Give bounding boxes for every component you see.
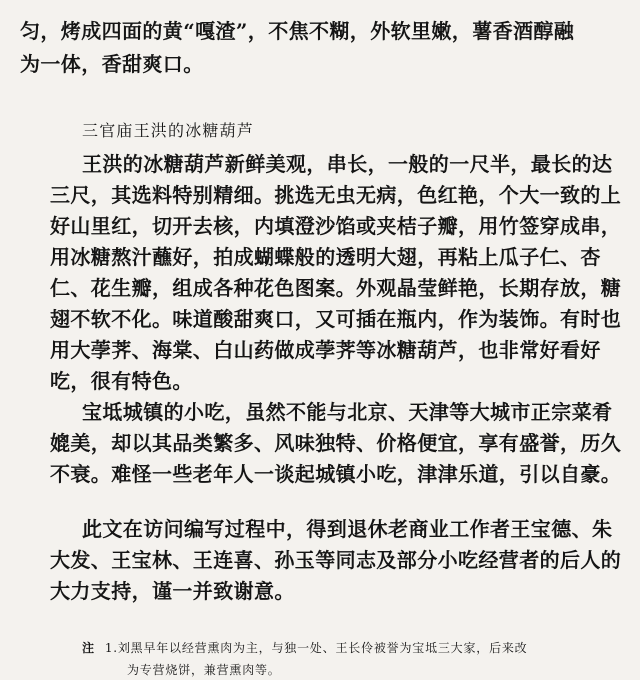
summary-paragraph-line-2: 媲美，却以其品类繁多、风味独特、价格便宜，享有盛誉，历久 bbox=[50, 431, 622, 455]
footnote-line-2: 为专营烧饼，兼营熏肉等。 bbox=[127, 663, 281, 677]
footnote-label: 注 bbox=[82, 641, 95, 655]
acknowledgment-line-2: 大发、王宝林、王连喜、孙玉等同志及部分小吃经营者的后人的 bbox=[50, 548, 622, 572]
footnote-text-1: 1.刘黑早年以经营熏肉为主，与独一处、王长伶被誉为宝坻三大家，后来改 bbox=[104, 641, 528, 655]
section-paragraph-line-7: 用大荸荠、海棠、白山药做成荸荠等冰糖葫芦，也非常好看好 bbox=[50, 338, 601, 362]
section-paragraph-line-2: 三尺，其选料特别精细。挑选无虫无病，色红艳，个大一致的上 bbox=[50, 183, 622, 207]
summary-paragraph-line-3: 不衰。难怪一些老年人一谈起城镇小吃，津津乐道，引以自豪。 bbox=[50, 462, 622, 486]
intro-line-2: 为一体，香甜爽口。 bbox=[20, 52, 204, 76]
summary-paragraph-line-1: 宝坻城镇的小吃，虽然不能与北京、天津等大城市正宗菜肴 bbox=[82, 400, 613, 424]
acknowledgment-line-1: 此文在访问编写过程中，得到退休老商业工作者王宝德、朱 bbox=[82, 517, 613, 541]
section-title: 三官庙王洪的冰糖葫芦 bbox=[82, 121, 255, 140]
acknowledgment-line-3: 大力支持，谨一并致谢意。 bbox=[50, 579, 295, 603]
intro-line-1: 匀，烤成四面的黄“嘎渣”，不焦不糊，外软里嫩，薯香酒醇融 bbox=[20, 19, 575, 43]
section-paragraph-line-5: 仁、花生瓣，组成各种花色图案。外观晶莹鲜艳，长期存放，糖 bbox=[50, 276, 622, 300]
section-paragraph-line-1: 王洪的冰糖葫芦新鲜美观，串长，一般的一尺半，最长的达 bbox=[82, 152, 613, 176]
section-paragraph-line-3: 好山里红，切开去核，内填澄沙馅或夹桔子瓣，用竹签穿成串， bbox=[50, 214, 622, 238]
footnote-line-1 bbox=[82, 640, 527, 656]
section-paragraph-line-8: 吃，很有特色。 bbox=[50, 369, 193, 393]
section-paragraph-line-4: 用冰糖熬汁蘸好，拍成蝴蝶般的透明大翅，再粘上瓜子仁、杏 bbox=[50, 245, 601, 269]
section-paragraph-line-6: 翅不软不化。味道酸甜爽口，又可插在瓶内，作为装饰。有时也 bbox=[50, 307, 622, 331]
